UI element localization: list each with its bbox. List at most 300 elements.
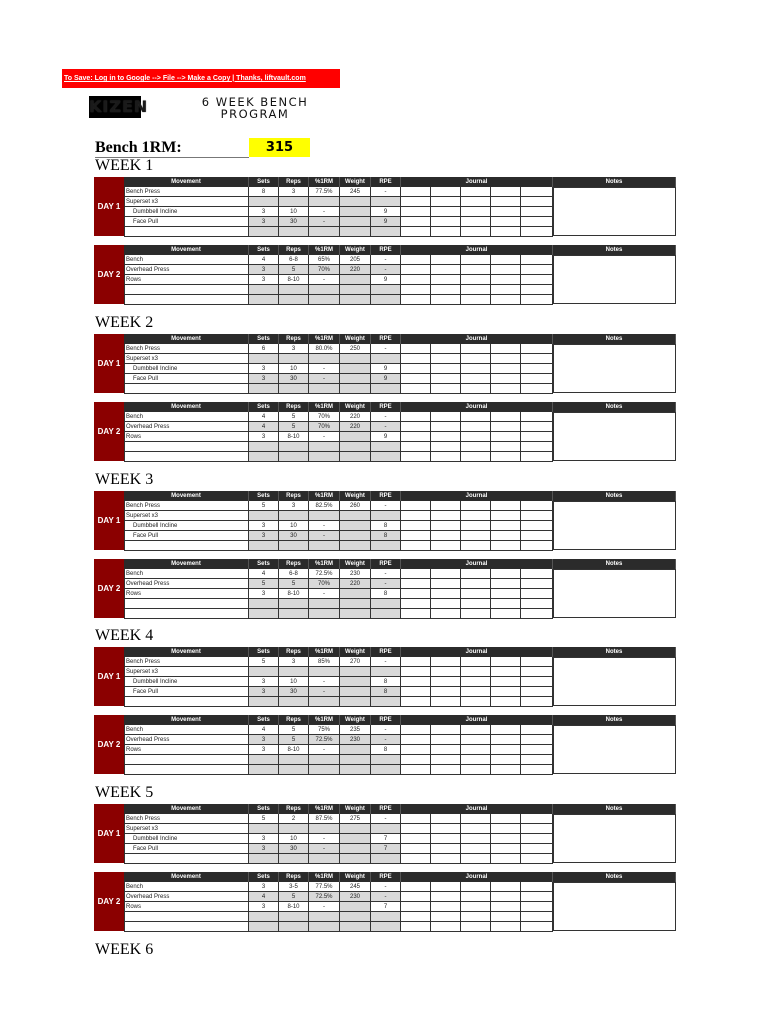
cell-rpe[interactable] [371, 599, 401, 609]
journal-cell[interactable] [521, 844, 553, 854]
journal-cell[interactable] [521, 511, 553, 521]
cell-weight[interactable] [340, 687, 371, 697]
cell-sets[interactable]: 3 [249, 374, 279, 384]
journal-cell[interactable] [431, 255, 461, 265]
journal-cell[interactable] [491, 374, 521, 384]
cell-reps[interactable]: 3 [279, 344, 309, 354]
cell-pct[interactable]: 70% [309, 579, 340, 589]
cell-reps[interactable]: 6-8 [279, 255, 309, 265]
journal-cell[interactable] [431, 677, 461, 687]
journal-cell[interactable] [401, 912, 431, 922]
cell-sets[interactable] [249, 755, 279, 765]
journal-cell[interactable] [491, 902, 521, 912]
cell-rpe[interactable]: - [371, 814, 401, 824]
cell-movement[interactable]: Rows [124, 745, 249, 755]
journal-cell[interactable] [521, 765, 553, 775]
cell-sets[interactable] [249, 765, 279, 775]
cell-rpe[interactable]: - [371, 725, 401, 735]
cell-weight[interactable] [340, 589, 371, 599]
save-instructions-banner[interactable]: To Save: Log in to Google --> File --> Make a Copy | Thanks, liftvault.com [62, 69, 340, 88]
journal-cell[interactable] [461, 844, 491, 854]
cell-reps[interactable]: 5 [279, 422, 309, 432]
cell-rpe[interactable] [371, 922, 401, 932]
cell-pct[interactable]: - [309, 531, 340, 541]
cell-weight[interactable] [340, 854, 371, 864]
cell-pct[interactable]: - [309, 432, 340, 442]
journal-cell[interactable] [521, 569, 553, 579]
cell-sets[interactable]: 3 [249, 687, 279, 697]
cell-weight[interactable] [340, 599, 371, 609]
cell-weight[interactable] [340, 207, 371, 217]
cell-reps[interactable] [279, 854, 309, 864]
journal-cell[interactable] [491, 344, 521, 354]
journal-cell[interactable] [491, 442, 521, 452]
cell-reps[interactable] [279, 295, 309, 305]
journal-cell[interactable] [521, 755, 553, 765]
journal-cell[interactable] [431, 531, 461, 541]
journal-cell[interactable] [521, 834, 553, 844]
journal-cell[interactable] [401, 344, 431, 354]
cell-pct[interactable] [309, 285, 340, 295]
cell-weight[interactable] [340, 452, 371, 462]
journal-cell[interactable] [401, 207, 431, 217]
journal-cell[interactable] [491, 824, 521, 834]
cell-movement[interactable]: Dumbbell Incline [124, 207, 249, 217]
cell-pct[interactable] [309, 197, 340, 207]
journal-cell[interactable] [401, 285, 431, 295]
journal-cell[interactable] [461, 501, 491, 511]
journal-cell[interactable] [431, 697, 461, 707]
journal-cell[interactable] [461, 609, 491, 619]
cell-sets[interactable]: 5 [249, 579, 279, 589]
cell-rpe[interactable]: - [371, 344, 401, 354]
journal-cell[interactable] [491, 687, 521, 697]
cell-movement[interactable]: Rows [124, 589, 249, 599]
cell-rpe[interactable]: 8 [371, 687, 401, 697]
journal-cell[interactable] [521, 912, 553, 922]
cell-sets[interactable]: 3 [249, 834, 279, 844]
cell-weight[interactable] [340, 217, 371, 227]
cell-pct[interactable]: - [309, 834, 340, 844]
cell-movement[interactable]: Bench Press [124, 814, 249, 824]
journal-cell[interactable] [521, 412, 553, 422]
journal-cell[interactable] [401, 824, 431, 834]
cell-pct[interactable]: - [309, 207, 340, 217]
cell-movement[interactable]: Dumbbell Incline [124, 521, 249, 531]
journal-cell[interactable] [461, 227, 491, 237]
cell-reps[interactable]: 8-10 [279, 902, 309, 912]
journal-cell[interactable] [491, 511, 521, 521]
journal-cell[interactable] [521, 207, 553, 217]
cell-rpe[interactable] [371, 227, 401, 237]
cell-movement[interactable] [124, 755, 249, 765]
cell-sets[interactable]: 3 [249, 735, 279, 745]
cell-reps[interactable]: 3 [279, 187, 309, 197]
cell-rpe[interactable] [371, 667, 401, 677]
journal-cell[interactable] [491, 521, 521, 531]
journal-cell[interactable] [461, 755, 491, 765]
cell-rpe[interactable]: - [371, 265, 401, 275]
cell-rpe[interactable]: 9 [371, 207, 401, 217]
journal-cell[interactable] [401, 609, 431, 619]
cell-pct[interactable]: - [309, 745, 340, 755]
journal-cell[interactable] [401, 599, 431, 609]
journal-cell[interactable] [461, 765, 491, 775]
cell-pct[interactable]: 80.0% [309, 344, 340, 354]
cell-reps[interactable] [279, 197, 309, 207]
cell-pct[interactable] [309, 511, 340, 521]
journal-cell[interactable] [401, 422, 431, 432]
journal-cell[interactable] [521, 285, 553, 295]
cell-rpe[interactable] [371, 197, 401, 207]
cell-pct[interactable]: 65% [309, 255, 340, 265]
journal-cell[interactable] [401, 541, 431, 551]
cell-weight[interactable]: 220 [340, 422, 371, 432]
cell-movement[interactable]: Rows [124, 275, 249, 285]
cell-rpe[interactable]: - [371, 579, 401, 589]
cell-pct[interactable] [309, 354, 340, 364]
cell-rpe[interactable]: 7 [371, 834, 401, 844]
cell-pct[interactable] [309, 452, 340, 462]
journal-cell[interactable] [431, 745, 461, 755]
journal-cell[interactable] [401, 384, 431, 394]
cell-weight[interactable]: 235 [340, 725, 371, 735]
journal-cell[interactable] [401, 834, 431, 844]
cell-weight[interactable] [340, 922, 371, 932]
journal-cell[interactable] [431, 667, 461, 677]
notes-box[interactable] [553, 882, 676, 931]
cell-pct[interactable]: 87.5% [309, 814, 340, 824]
journal-cell[interactable] [491, 541, 521, 551]
journal-cell[interactable] [521, 197, 553, 207]
cell-reps[interactable] [279, 667, 309, 677]
cell-weight[interactable] [340, 745, 371, 755]
journal-cell[interactable] [521, 452, 553, 462]
cell-rpe[interactable]: - [371, 255, 401, 265]
cell-pct[interactable]: - [309, 589, 340, 599]
cell-rpe[interactable] [371, 912, 401, 922]
journal-cell[interactable] [521, 677, 553, 687]
journal-cell[interactable] [401, 844, 431, 854]
cell-reps[interactable] [279, 354, 309, 364]
journal-cell[interactable] [461, 834, 491, 844]
notes-box[interactable] [553, 725, 676, 774]
journal-cell[interactable] [491, 531, 521, 541]
cell-reps[interactable] [279, 599, 309, 609]
cell-weight[interactable]: 250 [340, 344, 371, 354]
journal-cell[interactable] [431, 844, 461, 854]
cell-pct[interactable] [309, 541, 340, 551]
cell-rpe[interactable] [371, 854, 401, 864]
cell-sets[interactable]: 3 [249, 207, 279, 217]
journal-cell[interactable] [491, 765, 521, 775]
journal-cell[interactable] [521, 295, 553, 305]
cell-reps[interactable] [279, 511, 309, 521]
journal-cell[interactable] [431, 501, 461, 511]
cell-pct[interactable] [309, 384, 340, 394]
journal-cell[interactable] [431, 579, 461, 589]
journal-cell[interactable] [491, 834, 521, 844]
journal-cell[interactable] [431, 442, 461, 452]
cell-pct[interactable]: 72.5% [309, 735, 340, 745]
cell-weight[interactable] [340, 677, 371, 687]
journal-cell[interactable] [521, 892, 553, 902]
cell-weight[interactable] [340, 912, 371, 922]
journal-cell[interactable] [461, 745, 491, 755]
journal-cell[interactable] [491, 697, 521, 707]
cell-movement[interactable]: Bench [124, 725, 249, 735]
cell-sets[interactable]: 3 [249, 844, 279, 854]
cell-rpe[interactable]: - [371, 422, 401, 432]
cell-reps[interactable] [279, 442, 309, 452]
journal-cell[interactable] [491, 207, 521, 217]
notes-box[interactable] [553, 344, 676, 393]
journal-cell[interactable] [521, 265, 553, 275]
journal-cell[interactable] [491, 677, 521, 687]
journal-cell[interactable] [491, 265, 521, 275]
cell-reps[interactable]: 5 [279, 735, 309, 745]
cell-weight[interactable] [340, 824, 371, 834]
cell-reps[interactable]: 8-10 [279, 432, 309, 442]
journal-cell[interactable] [461, 657, 491, 667]
cell-movement[interactable]: Bench Press [124, 657, 249, 667]
journal-cell[interactable] [491, 844, 521, 854]
cell-pct[interactable]: 72.5% [309, 892, 340, 902]
cell-movement[interactable]: Overhead Press [124, 579, 249, 589]
cell-movement[interactable]: Overhead Press [124, 265, 249, 275]
cell-movement[interactable]: Bench Press [124, 344, 249, 354]
journal-cell[interactable] [521, 725, 553, 735]
journal-cell[interactable] [401, 354, 431, 364]
cell-movement[interactable] [124, 384, 249, 394]
journal-cell[interactable] [491, 589, 521, 599]
journal-cell[interactable] [461, 207, 491, 217]
cell-weight[interactable]: 220 [340, 412, 371, 422]
journal-cell[interactable] [401, 667, 431, 677]
journal-cell[interactable] [461, 452, 491, 462]
cell-sets[interactable]: 3 [249, 902, 279, 912]
cell-movement[interactable]: Superset x3 [124, 667, 249, 677]
journal-cell[interactable] [521, 579, 553, 589]
journal-cell[interactable] [431, 599, 461, 609]
cell-sets[interactable] [249, 667, 279, 677]
journal-cell[interactable] [461, 697, 491, 707]
cell-movement[interactable] [124, 295, 249, 305]
cell-sets[interactable]: 3 [249, 745, 279, 755]
cell-sets[interactable]: 4 [249, 412, 279, 422]
journal-cell[interactable] [401, 697, 431, 707]
cell-pct[interactable]: - [309, 844, 340, 854]
journal-cell[interactable] [431, 657, 461, 667]
cell-weight[interactable]: 220 [340, 265, 371, 275]
cell-pct[interactable]: 82.5% [309, 501, 340, 511]
cell-reps[interactable]: 10 [279, 521, 309, 531]
journal-cell[interactable] [431, 275, 461, 285]
cell-sets[interactable] [249, 227, 279, 237]
cell-weight[interactable] [340, 765, 371, 775]
cell-reps[interactable]: 5 [279, 725, 309, 735]
journal-cell[interactable] [491, 814, 521, 824]
cell-movement[interactable] [124, 442, 249, 452]
journal-cell[interactable] [491, 569, 521, 579]
journal-cell[interactable] [431, 609, 461, 619]
cell-movement[interactable]: Superset x3 [124, 197, 249, 207]
cell-movement[interactable]: Bench [124, 255, 249, 265]
journal-cell[interactable] [431, 912, 461, 922]
cell-movement[interactable]: Face Pull [124, 687, 249, 697]
journal-cell[interactable] [461, 275, 491, 285]
cell-movement[interactable]: Bench [124, 412, 249, 422]
journal-cell[interactable] [461, 667, 491, 677]
cell-weight[interactable] [340, 295, 371, 305]
cell-pct[interactable] [309, 227, 340, 237]
cell-weight[interactable] [340, 755, 371, 765]
cell-movement[interactable]: Overhead Press [124, 422, 249, 432]
cell-reps[interactable]: 30 [279, 687, 309, 697]
journal-cell[interactable] [461, 255, 491, 265]
cell-reps[interactable] [279, 285, 309, 295]
journal-cell[interactable] [491, 735, 521, 745]
journal-cell[interactable] [431, 922, 461, 932]
cell-rpe[interactable]: 8 [371, 589, 401, 599]
cell-pct[interactable] [309, 854, 340, 864]
cell-reps[interactable]: 10 [279, 364, 309, 374]
cell-movement[interactable]: Dumbbell Incline [124, 834, 249, 844]
cell-reps[interactable]: 5 [279, 412, 309, 422]
journal-cell[interactable] [431, 589, 461, 599]
cell-movement[interactable]: Overhead Press [124, 892, 249, 902]
journal-cell[interactable] [431, 725, 461, 735]
journal-cell[interactable] [401, 657, 431, 667]
journal-cell[interactable] [491, 501, 521, 511]
cell-rpe[interactable] [371, 755, 401, 765]
journal-cell[interactable] [461, 511, 491, 521]
journal-cell[interactable] [461, 197, 491, 207]
journal-cell[interactable] [461, 285, 491, 295]
cell-rpe[interactable]: 9 [371, 432, 401, 442]
cell-movement[interactable]: Rows [124, 432, 249, 442]
cell-reps[interactable]: 8-10 [279, 745, 309, 755]
journal-cell[interactable] [491, 882, 521, 892]
journal-cell[interactable] [401, 452, 431, 462]
journal-cell[interactable] [461, 364, 491, 374]
journal-cell[interactable] [461, 892, 491, 902]
journal-cell[interactable] [521, 854, 553, 864]
cell-rpe[interactable]: - [371, 501, 401, 511]
cell-rpe[interactable]: - [371, 412, 401, 422]
cell-sets[interactable] [249, 824, 279, 834]
journal-cell[interactable] [461, 344, 491, 354]
cell-pct[interactable] [309, 912, 340, 922]
cell-weight[interactable] [340, 834, 371, 844]
journal-cell[interactable] [461, 854, 491, 864]
journal-cell[interactable] [401, 374, 431, 384]
cell-rpe[interactable] [371, 824, 401, 834]
journal-cell[interactable] [401, 735, 431, 745]
cell-sets[interactable]: 5 [249, 501, 279, 511]
journal-cell[interactable] [401, 227, 431, 237]
cell-sets[interactable]: 5 [249, 657, 279, 667]
cell-sets[interactable]: 4 [249, 255, 279, 265]
cell-pct[interactable] [309, 922, 340, 932]
journal-cell[interactable] [521, 902, 553, 912]
cell-sets[interactable] [249, 452, 279, 462]
cell-reps[interactable]: 5 [279, 892, 309, 902]
journal-cell[interactable] [431, 854, 461, 864]
cell-weight[interactable] [340, 384, 371, 394]
cell-movement[interactable]: Dumbbell Incline [124, 364, 249, 374]
journal-cell[interactable] [431, 521, 461, 531]
journal-cell[interactable] [521, 217, 553, 227]
cell-pct[interactable]: 77.5% [309, 187, 340, 197]
journal-cell[interactable] [491, 384, 521, 394]
journal-cell[interactable] [521, 255, 553, 265]
cell-reps[interactable] [279, 765, 309, 775]
cell-movement[interactable] [124, 697, 249, 707]
journal-cell[interactable] [401, 511, 431, 521]
journal-cell[interactable] [491, 217, 521, 227]
notes-box[interactable] [553, 412, 676, 461]
cell-weight[interactable] [340, 442, 371, 452]
cell-movement[interactable]: Bench [124, 569, 249, 579]
journal-cell[interactable] [401, 755, 431, 765]
journal-cell[interactable] [401, 922, 431, 932]
journal-cell[interactable] [431, 755, 461, 765]
cell-sets[interactable]: 3 [249, 521, 279, 531]
cell-pct[interactable]: - [309, 687, 340, 697]
cell-weight[interactable] [340, 227, 371, 237]
cell-sets[interactable]: 3 [249, 589, 279, 599]
cell-pct[interactable]: - [309, 275, 340, 285]
journal-cell[interactable] [491, 197, 521, 207]
journal-cell[interactable] [491, 412, 521, 422]
journal-cell[interactable] [461, 922, 491, 932]
journal-cell[interactable] [461, 599, 491, 609]
cell-movement[interactable]: Bench Press [124, 501, 249, 511]
journal-cell[interactable] [491, 854, 521, 864]
cell-weight[interactable] [340, 275, 371, 285]
cell-weight[interactable] [340, 531, 371, 541]
journal-cell[interactable] [491, 579, 521, 589]
cell-movement[interactable]: Face Pull [124, 844, 249, 854]
cell-movement[interactable]: Face Pull [124, 217, 249, 227]
cell-pct[interactable] [309, 599, 340, 609]
cell-rpe[interactable] [371, 354, 401, 364]
cell-rpe[interactable] [371, 541, 401, 551]
journal-cell[interactable] [491, 725, 521, 735]
cell-movement[interactable] [124, 599, 249, 609]
cell-reps[interactable]: 6-8 [279, 569, 309, 579]
journal-cell[interactable] [521, 745, 553, 755]
journal-cell[interactable] [431, 511, 461, 521]
cell-sets[interactable] [249, 511, 279, 521]
bench-1rm-input[interactable]: 315 [249, 138, 310, 157]
cell-sets[interactable] [249, 697, 279, 707]
journal-cell[interactable] [431, 824, 461, 834]
cell-movement[interactable]: Superset x3 [124, 824, 249, 834]
cell-rpe[interactable] [371, 295, 401, 305]
journal-cell[interactable] [401, 814, 431, 824]
journal-cell[interactable] [491, 364, 521, 374]
cell-movement[interactable] [124, 922, 249, 932]
cell-rpe[interactable] [371, 609, 401, 619]
cell-rpe[interactable]: - [371, 569, 401, 579]
journal-cell[interactable] [431, 765, 461, 775]
journal-cell[interactable] [431, 541, 461, 551]
journal-cell[interactable] [491, 657, 521, 667]
journal-cell[interactable] [491, 745, 521, 755]
journal-cell[interactable] [521, 354, 553, 364]
